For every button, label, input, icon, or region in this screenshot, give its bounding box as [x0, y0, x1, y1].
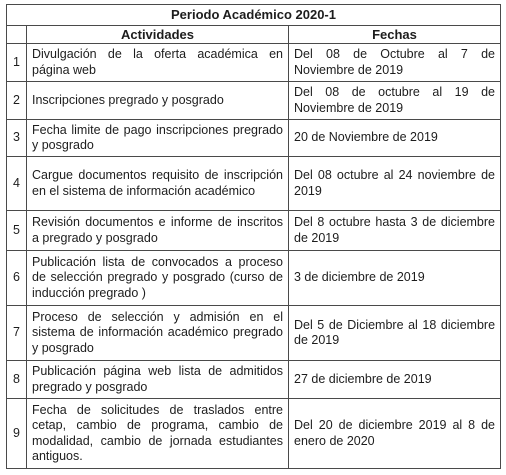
row-number: 6 — [7, 251, 27, 306]
number-column-header — [7, 26, 27, 44]
activity-cell: Fecha de solicitudes de traslados entre cetap, cambio de programa, cambio de modalidad, cambio de jornada estudiantes antiguos. — [27, 399, 289, 469]
table-row — [7, 120, 501, 157]
row-number: 7 — [7, 306, 27, 361]
row-number: 9 — [7, 399, 27, 469]
date-cell: Del 5 de Diciembre al 18 diciembre de 2019 — [289, 306, 501, 361]
table-row — [7, 361, 501, 399]
activity-cell: Publicación lista de convocados a proceso de selección pregrado y posgrado (curso de inducción pregrado ) — [27, 251, 289, 306]
activity-cell: Publicación página web lista de admitidos pregrado y posgrado — [27, 361, 289, 399]
table-row — [7, 251, 501, 306]
row-number: 1 — [7, 44, 27, 82]
date-column-header: Fechas — [289, 26, 501, 44]
date-cell: Del 8 octubre hasta 3 de diciembre de 2019 — [289, 211, 501, 251]
row-number: 2 — [7, 82, 27, 120]
table-row — [7, 306, 501, 361]
activity-column-header: Actividades — [27, 26, 289, 44]
activity-cell: Divulgación de la oferta académica en página web — [27, 44, 289, 82]
row-number: 5 — [7, 211, 27, 251]
title-row — [7, 5, 501, 26]
date-cell: Del 08 de Octubre al 7 de Noviembre de 2019 — [289, 44, 501, 82]
date-cell: Del 08 octubre al 24 noviembre de 2019 — [289, 157, 501, 211]
header-row — [7, 26, 501, 44]
academic-calendar-sheet — [6, 4, 500, 469]
table-title: Periodo Académico 2020-1 — [7, 5, 501, 26]
table-row — [7, 44, 501, 82]
date-cell: 27 de diciembre de 2019 — [289, 361, 501, 399]
table-row — [7, 157, 501, 211]
activity-cell: Inscripciones pregrado y posgrado — [27, 82, 289, 120]
academic-calendar-table — [6, 4, 501, 469]
table-row — [7, 211, 501, 251]
table-row — [7, 399, 501, 469]
date-cell: Del 08 de octubre al 19 de Noviembre de 2019 — [289, 82, 501, 120]
date-cell: 3 de diciembre de 2019 — [289, 251, 501, 306]
row-number: 3 — [7, 120, 27, 157]
activity-cell: Proceso de selección y admisión en el sistema de información académico pregrado y posgrado — [27, 306, 289, 361]
row-number: 8 — [7, 361, 27, 399]
date-cell: 20 de Noviembre de 2019 — [289, 120, 501, 157]
activity-cell: Revisión documentos e informe de inscritos a pregrado y posgrado — [27, 211, 289, 251]
activity-cell: Fecha limite de pago inscripciones pregrado y posgrado — [27, 120, 289, 157]
activity-cell: Cargue documentos requisito de inscripción en el sistema de información académico — [27, 157, 289, 211]
table-row — [7, 82, 501, 120]
date-cell: Del 20 de diciembre 2019 al 8 de enero de 2020 — [289, 399, 501, 469]
row-number: 4 — [7, 157, 27, 211]
